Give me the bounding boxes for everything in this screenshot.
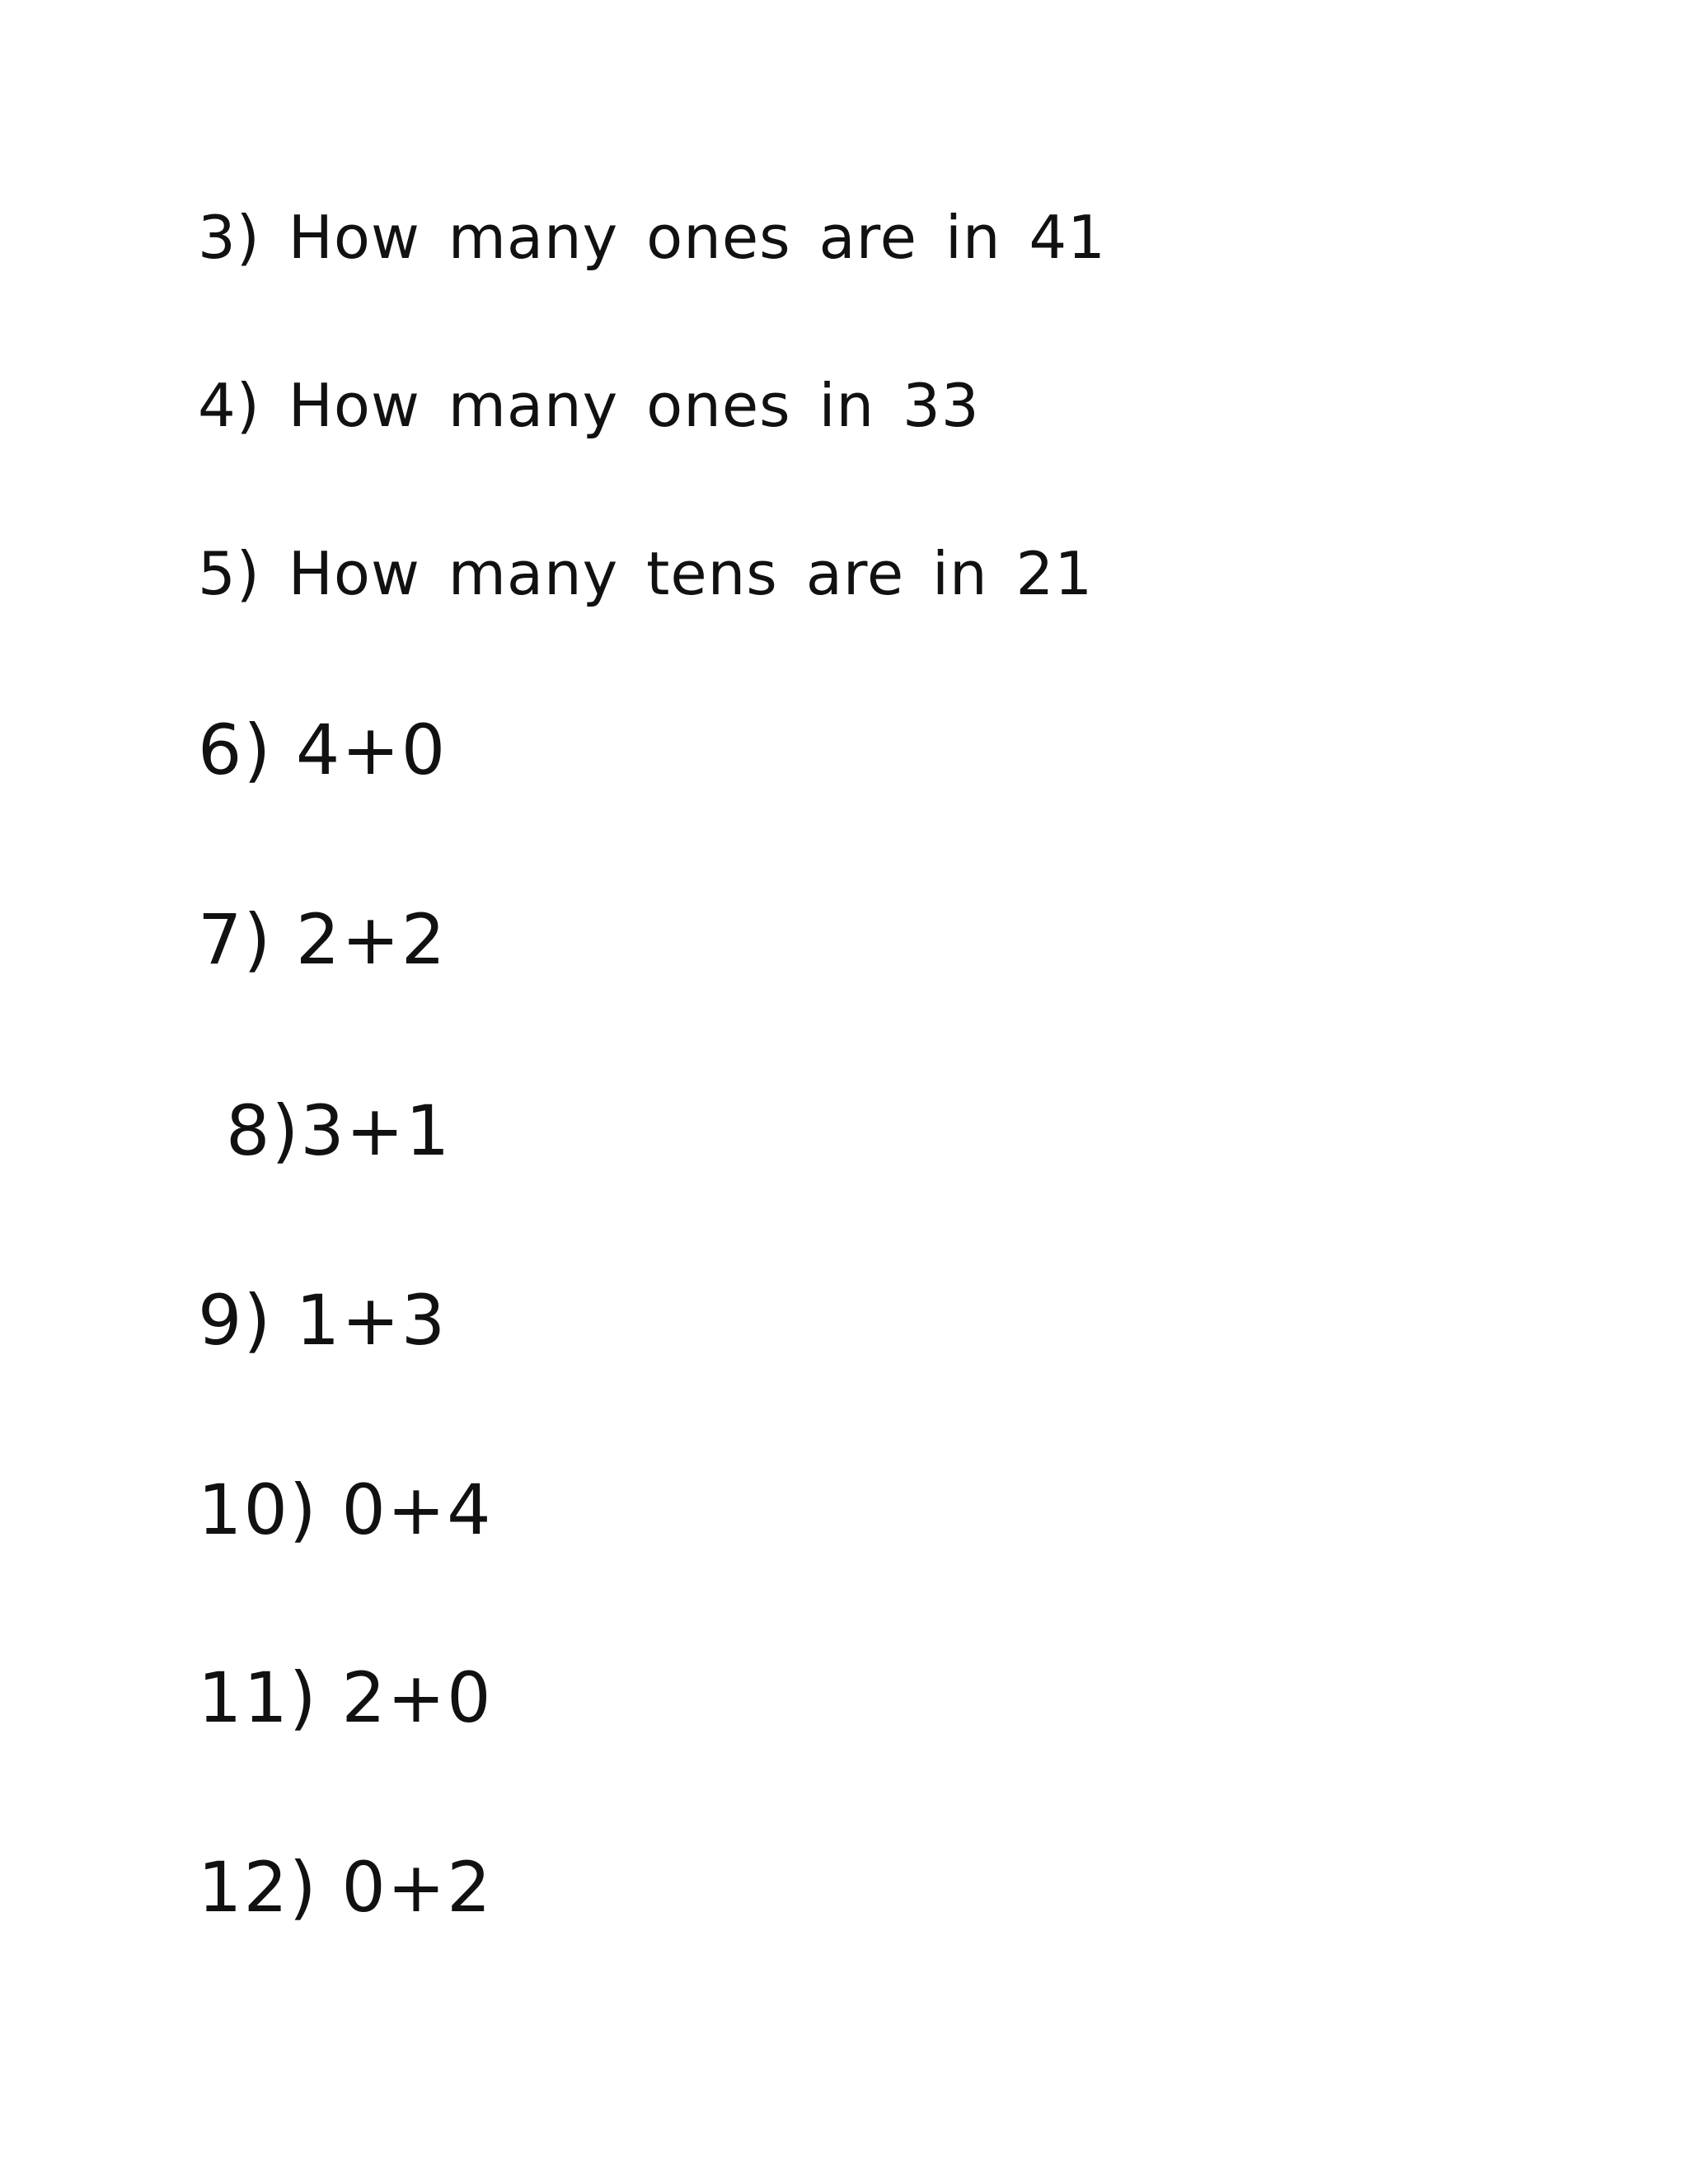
- question-4: 4) How many ones in 33: [198, 371, 980, 440]
- question-5: 5) How many tens are in 21: [198, 539, 1094, 608]
- question-12: 12) 0+2: [198, 1847, 493, 1928]
- question-8: 8)3+1: [226, 1090, 452, 1171]
- question-11: 11) 2+0: [198, 1657, 493, 1738]
- question-9: 9) 1+3: [198, 1280, 448, 1361]
- question-10: 10) 0+4: [198, 1469, 493, 1550]
- question-7: 7) 2+2: [198, 899, 448, 980]
- question-3: 3) How many ones are in 41: [198, 203, 1106, 272]
- question-6: 6) 4+0: [198, 710, 448, 790]
